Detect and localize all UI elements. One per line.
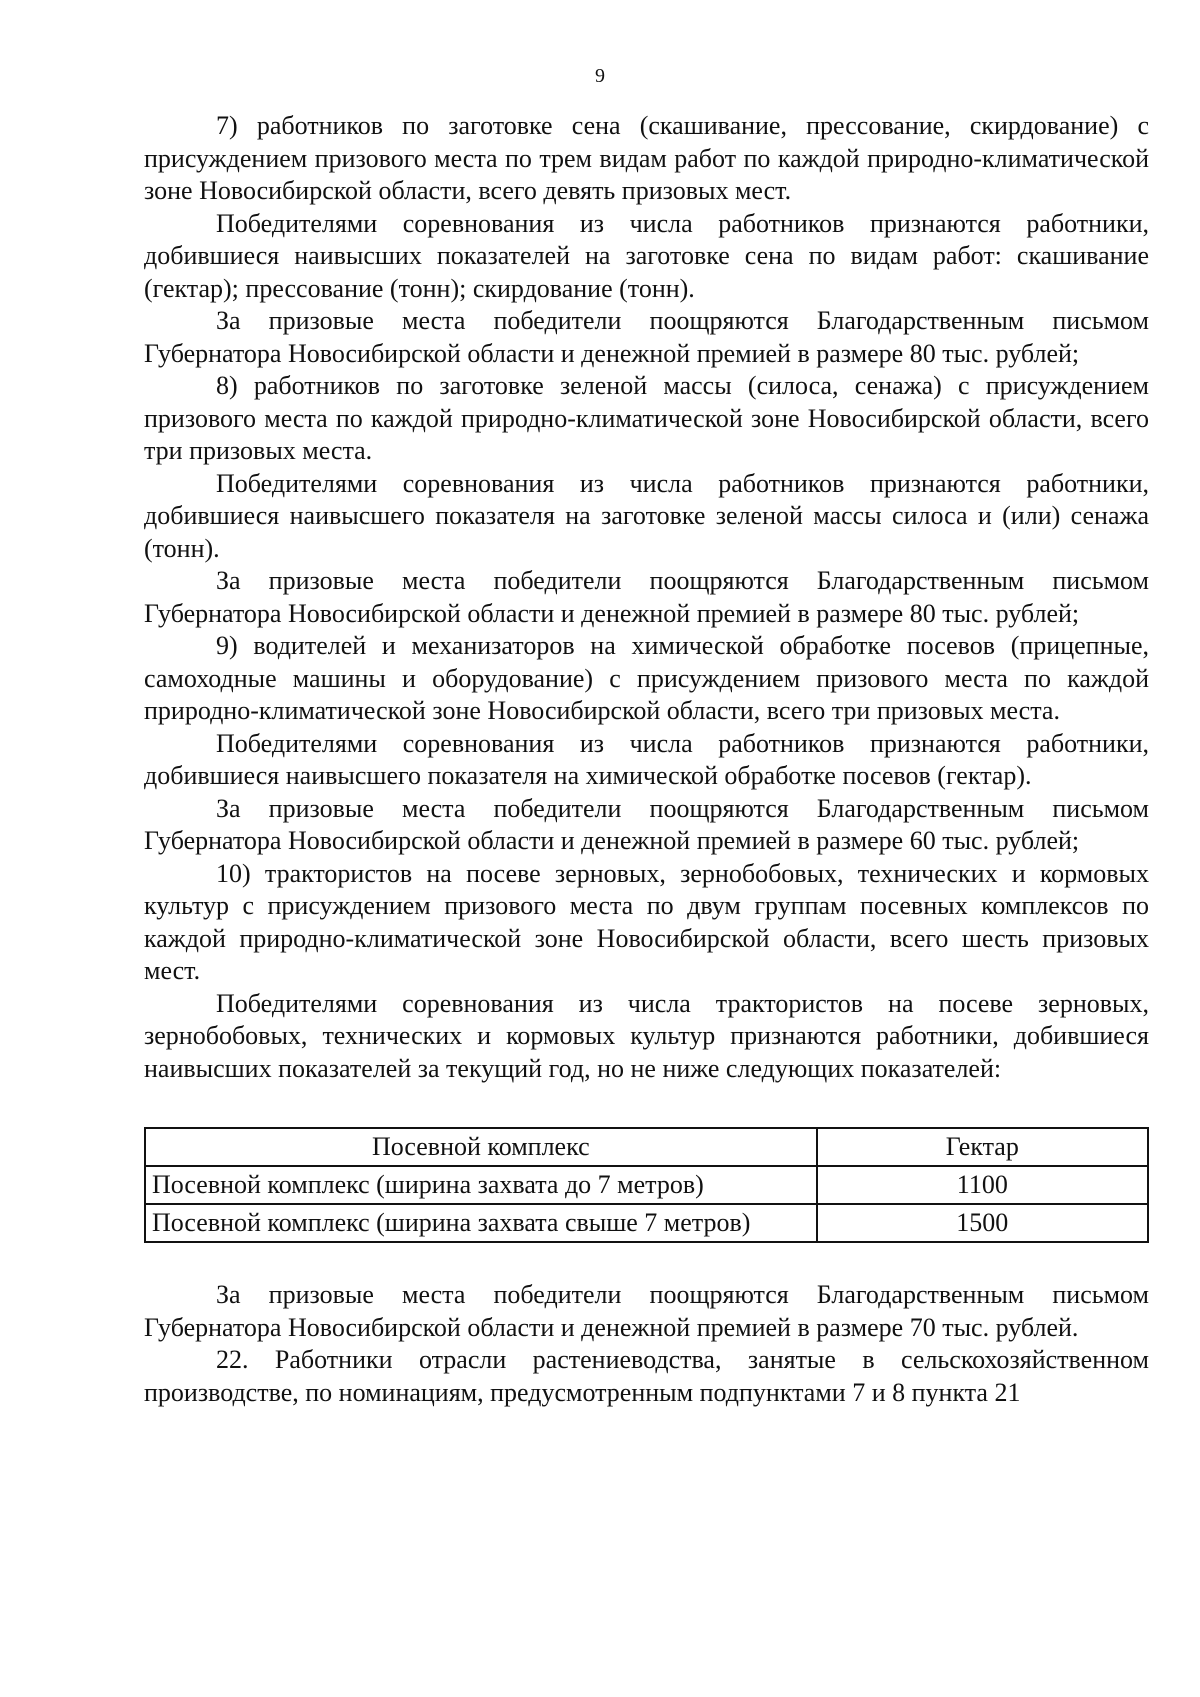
paragraph: 10) трактористов на посеве зерновых, зернобобовых, технических и кормовых культур с присуждением призового места по двум группам посевных комплексов по каждой природно-климатической зоне Новосибирской области, всего шесть призовых мест. — [144, 858, 1149, 985]
table-cell-hectare: 1100 — [817, 1166, 1148, 1204]
table-header-complex: Посевной комплекс — [145, 1128, 817, 1166]
paragraph: 9) водителей и механизаторов на химической обработке посевов (прицепные, самоходные машины и оборудование) с присуждением призового места по каждой природно-климатической зоне Новосибирской области, всего три призовых места. — [144, 631, 1149, 725]
paragraph: Победителями соревнования из числа работников признаются работники, добившиеся наивысших показателей на заготовке сена по видам работ: скашивание (гектар); прессование (тонн); скирдование (тонн). — [144, 208, 1149, 303]
paragraph: За призовые места победители поощряются Благодарственным письмом Губернатора Новосибирской области и денежной премией в размере 80 тыс. рублей; — [144, 566, 1149, 628]
paragraph: 8) работников по заготовке зеленой массы (силоса, сенажа) с присуждением призового места по каждой природно-климатической зоне Новосибирской области, всего три призовых места. — [144, 371, 1149, 465]
paragraph: 7) работников по заготовке сена (скашивание, прессование, скирдование) с присуждением призового места по трем видам работ по каждой природно-климатической зоне Новосибирской области, всего девять призовых мест. — [144, 111, 1149, 205]
paragraph: За призовые места победители поощряются Благодарственным письмом Губернатора Новосибирской области и денежной премией в размере 70 тыс. рублей. — [144, 1280, 1149, 1342]
page-number: 9 — [595, 65, 605, 87]
paragraph: Победителями соревнования из числа работников признаются работники, добившиеся наивысшего показателя на заготовке зеленой массы силоса и (или) сенажа (тонн). — [144, 468, 1149, 563]
table-cell-complex: Посевной комплекс (ширина захвата до 7 метров) — [145, 1166, 817, 1204]
paragraph: Победителями соревнования из числа работников признаются работники, добившиеся наивысшего показателя на химической обработке посевов (гектар). — [144, 728, 1149, 790]
table-row — [145, 1204, 1148, 1242]
table-row — [145, 1166, 1148, 1204]
table-header-row — [145, 1128, 1148, 1166]
document-body — [144, 110, 1149, 1409]
paragraph: За призовые места победители поощряются Благодарственным письмом Губернатора Новосибирской области и денежной премией в размере 80 тыс. рублей; — [144, 306, 1149, 368]
paragraph: Победителями соревнования из числа трактористов на посеве зерновых, зернобобовых, технических и кормовых культур признаются работники, добившиеся наивысших показателей за текущий год, но не ниже следующих показателей: — [144, 988, 1149, 1083]
paragraph: 22. Работники отрасли растениеводства, занятые в сельскохозяйственном производстве, по номинациям, предусмотренным подпунктами 7 и 8 пункта 21 — [144, 1345, 1149, 1407]
table-cell-complex: Посевной комплекс (ширина захвата свыше 7 метров) — [145, 1204, 817, 1242]
table-header-hectare: Гектар — [817, 1128, 1148, 1166]
paragraph: За призовые места победители поощряются Благодарственным письмом Губернатора Новосибирской области и денежной премией в размере 60 тыс. рублей; — [144, 793, 1149, 855]
table-cell-hectare: 1500 — [817, 1204, 1148, 1242]
seeding-complex-table — [144, 1127, 1149, 1243]
